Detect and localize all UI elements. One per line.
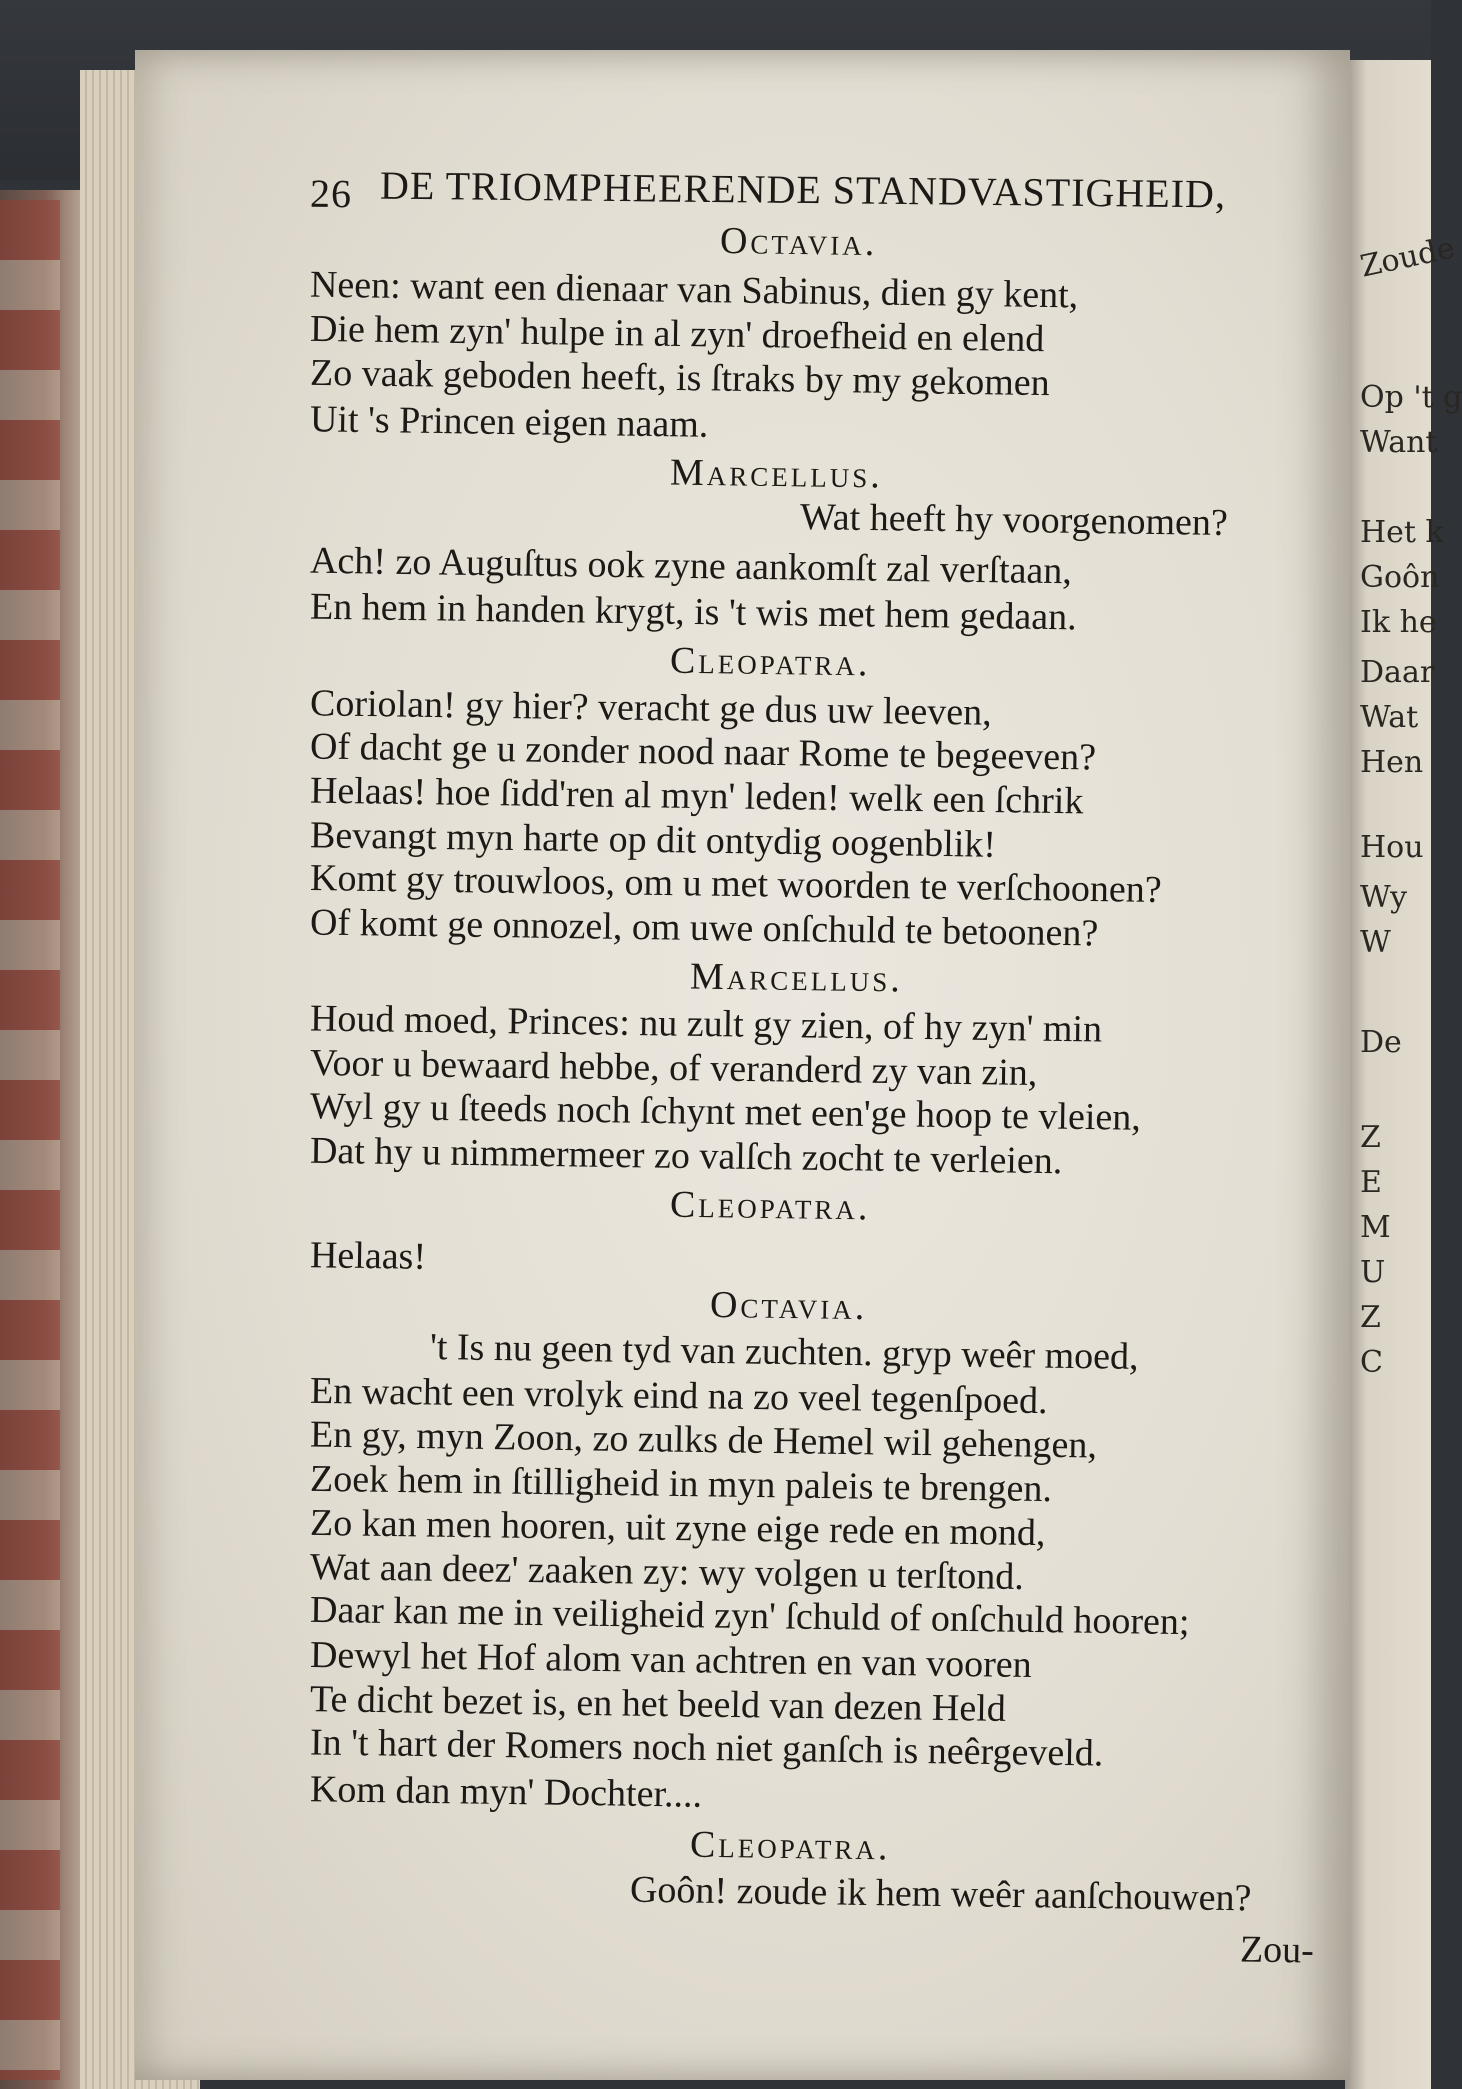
facing-page-fragment: Z [1360,1120,1381,1155]
verse-line: Bevangt myn harte op dit ontydig oogenblik! [309,814,997,866]
page-number: 26 [309,170,353,217]
verse-line: 't Is nu geen tyd van zuchten. gryp weêr moed, [429,1326,1139,1378]
catchword: Zou- [1239,1928,1315,1972]
facing-page-fragment: Daar [1360,655,1435,690]
verse-line: Goôn! zoude ik hem weêr aanſchouwen? [629,1868,1252,1920]
verse-line: Wat heeft hy voorgenomen? [799,496,1229,544]
facing-page-fragment: Zoude [1357,230,1458,285]
verse-line: Ach! zo Auguſtus ook zyne aankomſt zal verſtaan, [309,539,1073,593]
facing-page-fragment: Goôn [1360,560,1440,595]
verse-line: Helaas! [309,1234,427,1278]
verse-line: In 't hart der Romers noch niet ganſch is neêrgeveld. [309,1721,1104,1775]
facing-page-fragment: U [1360,1255,1386,1290]
facing-page-fragment: Wy [1360,880,1408,915]
facing-page-fragment: Hou [1360,830,1424,865]
facing-page-fragment: C [1360,1345,1383,1380]
verse-line: Kom dan myn' Dochter.... [309,1768,703,1816]
speaker-name: Marcellus. [669,451,884,497]
facing-page-fragment: Z [1360,1300,1381,1335]
verse-line: Of dacht ge u zonder nood naar Rome te begeeven? [309,725,1097,779]
verse-line: En hem in handen krygt, is 't wis met hem gedaan. [309,585,1077,639]
verse-line: Komt gy trouwloos, om u met woorden te verſchoonen? [309,857,1162,911]
verse-line: Of komt ge onnozel, om uwe onſchuld te betoonen? [309,901,1099,955]
verse-line: Dat hy u nimmermeer zo valſch zocht te verleien. [309,1129,1063,1183]
verse-line: Die hem zyn' hulpe in al zyn' droefheid en elend [309,307,1045,361]
facing-page-fragment: De [1360,1025,1402,1060]
speaker-name: Octavia. [709,1283,868,1329]
speaker-name: Cleopatra. [669,1183,871,1229]
facing-page-fragment: Wat [1360,700,1419,735]
facing-page-fragment: Ik he [1360,605,1437,640]
speaker-name: Octavia. [719,219,878,265]
facing-page-fragment: Op 't g [1360,380,1462,415]
verse-line: Zo kan men hooren, uit zyne eige rede en mond, [309,1501,1046,1555]
verse-line: Wyl gy u ſteeds noch ſchynt met een'ge hoop te vleien, [309,1085,1142,1139]
verse-line: Dewyl het Hof alom van achtren en van vooren [309,1633,1033,1687]
facing-page-fragment: Want [1360,425,1438,460]
speaker-name: Marcellus. [689,955,904,1001]
speaker-name: Cleopatra. [689,1823,891,1869]
verse-line: Daar kan me in veiligheid zyn' ſchuld of onſchuld hooren; [309,1588,1190,1644]
verse-line: Houd moed, Princes: nu zult gy zien, of hy zyn' min [309,997,1103,1051]
verse-line: Neen: want een dienaar van Sabinus, dien gy kent, [309,263,1079,317]
verse-line: Helaas! hoe ſidd'ren al myn' leden! welk een ſchrik [309,769,1084,823]
facing-page-fragment: Hen [1360,745,1424,780]
facing-page-fragment: Het k [1360,515,1444,550]
running-head: DE TRIOMPHEERENDE STANDVASTIGHEID, [379,162,1227,217]
verse-line: En gy, myn Zoon, zo zulks de Hemel wil gehengen, [309,1413,1098,1467]
verse-line: Uit 's Princen eigen naam. [309,398,709,446]
verse-line: Voor u bewaard hebbe, of veranderd zy van zin, [309,1041,1038,1095]
verse-line: Coriolan! gy hier? veracht ge dus uw leeven, [309,682,992,734]
facing-page-fragment: W [1360,925,1391,960]
verse-line: Zoek hem in ſtilligheid in myn paleis te brengen. [309,1457,1053,1511]
facing-page-fragment: E [1360,1165,1382,1200]
speaker-name: Cleopatra. [669,639,871,685]
marbled-cover-pattern [0,200,60,2080]
verse-line: Wat aan deez' zaaken zy: wy volgen u terſtond. [309,1546,1025,1598]
facing-page-fragment: M [1360,1210,1391,1245]
verse-line: Zo vaak geboden heeft, is ſtraks by my gekomen [309,351,1051,405]
verse-line: Te dicht bezet is, en het beeld van dezen Held [309,1678,1007,1730]
facing-page-text [1357,0,1462,2089]
verse-line: En wacht een vrolyk eind na zo veel tegenſpoed. [309,1369,1048,1423]
